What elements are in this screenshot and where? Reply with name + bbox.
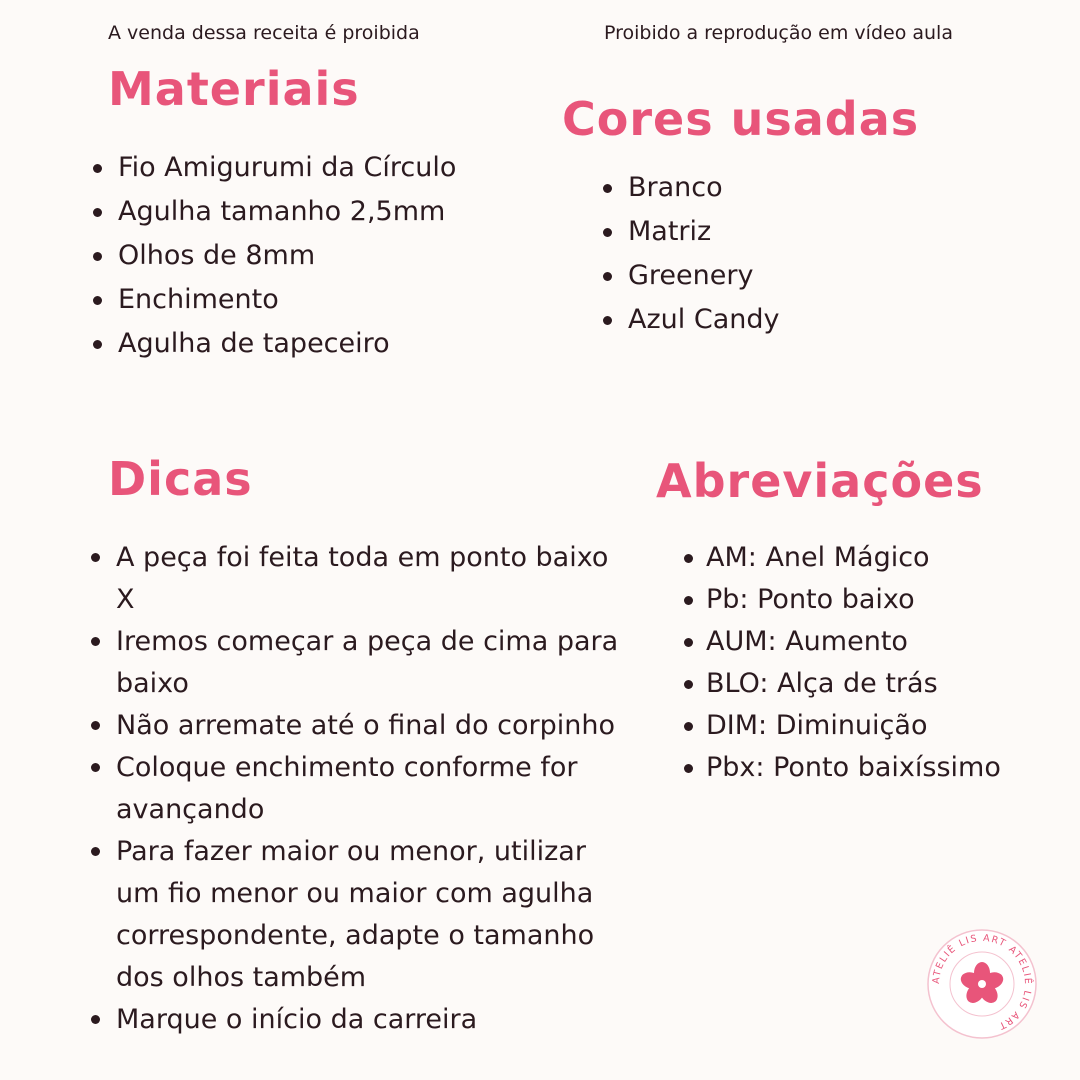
abreviacoes-list bbox=[682, 537, 1001, 789]
notice-video-prohibited: Proibido a reprodução em vídeo aula bbox=[604, 22, 953, 44]
materiais-list bbox=[90, 146, 456, 366]
dicas-list bbox=[88, 537, 628, 1041]
list-item: Greenery bbox=[600, 254, 779, 298]
list-item: AM: Anel Mágico bbox=[682, 537, 1001, 579]
list-item: Para fazer maior ou menor, utilizar um fio menor ou maior com agulha correspondente, adapte o tamanho dos olhos também bbox=[88, 831, 628, 999]
atelie-lis-art-logo bbox=[926, 928, 1038, 1040]
list-item: Branco bbox=[600, 166, 779, 210]
list-item: Fio Amigurumi da Círculo bbox=[90, 146, 456, 190]
list-item: Iremos começar a peça de cima para baixo bbox=[88, 621, 628, 705]
cores-heading: Cores usadas bbox=[562, 92, 920, 146]
list-item: Pbx: Ponto baixíssimo bbox=[682, 747, 1001, 789]
dicas-heading: Dicas bbox=[108, 452, 253, 506]
list-item: Matriz bbox=[600, 210, 779, 254]
abreviacoes-heading: Abreviações bbox=[656, 454, 984, 508]
list-item: Coloque enchimento conforme for avançando bbox=[88, 747, 628, 831]
materiais-heading: Materiais bbox=[108, 62, 360, 116]
list-item: Azul Candy bbox=[600, 298, 779, 342]
list-item: Agulha de tapeceiro bbox=[90, 322, 456, 366]
logo-ring-text: ATELIÊ LIS ART ATELIÊ LIS ART bbox=[930, 932, 1034, 1032]
list-item: Agulha tamanho 2,5mm bbox=[90, 190, 456, 234]
notice-sale-prohibited: A venda dessa receita é proibida bbox=[108, 22, 420, 44]
list-item: Enchimento bbox=[90, 278, 456, 322]
list-item: BLO: Alça de trás bbox=[682, 663, 1001, 705]
list-item: Pb: Ponto baixo bbox=[682, 579, 1001, 621]
list-item: A peça foi feita toda em ponto baixo X bbox=[88, 537, 628, 621]
cores-list bbox=[600, 166, 779, 342]
list-item: Olhos de 8mm bbox=[90, 234, 456, 278]
list-item: DIM: Diminuição bbox=[682, 705, 1001, 747]
list-item: Não arremate até o final do corpinho bbox=[88, 705, 628, 747]
list-item: Marque o início da carreira bbox=[88, 999, 628, 1041]
list-item: AUM: Aumento bbox=[682, 621, 1001, 663]
